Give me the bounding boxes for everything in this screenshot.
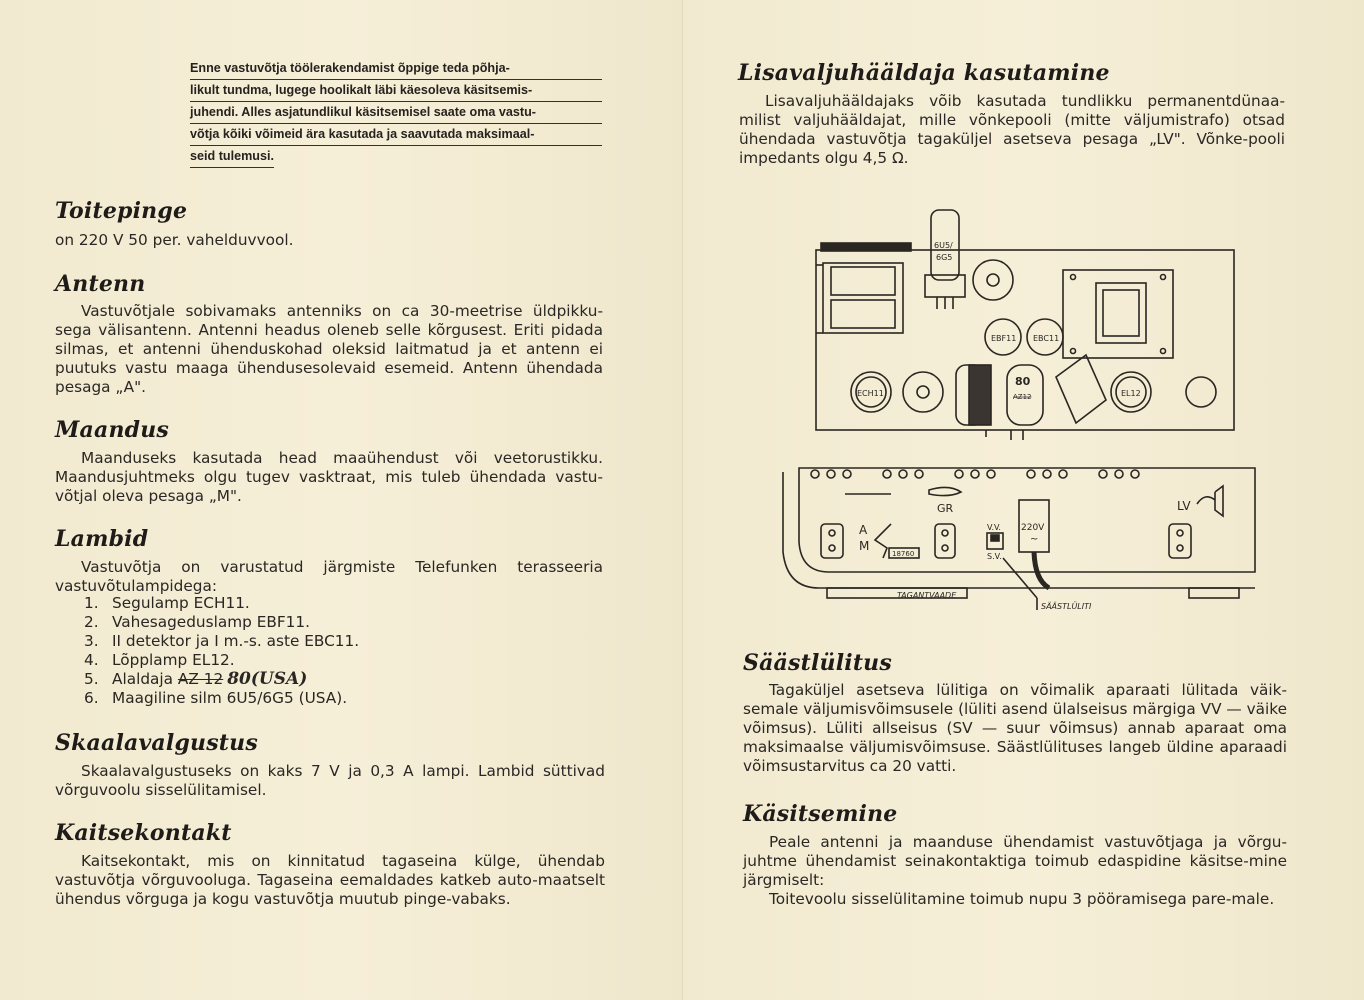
text-lambid-intro: Vastuvõtja on varustatud järgmiste Telefunken terasseeria vastuvõtulampidega: — [55, 558, 603, 595]
label-a: A — [859, 523, 868, 537]
text-maandus: Maanduseks kasutada head maaühendust või veetorustikku. Maandusjuhtmeks olgu tugev vasktraat, mis tuleb ühendada vastu-võtjal oleva pesaga „M". — [55, 449, 603, 505]
label-6g5: 6G5 — [936, 253, 953, 262]
text-skaalavalgustus: Skaalavalgustuseks on kaks 7 V ja 0,3 A lampi. Lambid süttivad võrguvoolu sisselülitamisel. — [55, 762, 605, 799]
notice-line: juhendi. Alles asjatundlikul käsitsemisel saate oma vastu- — [190, 102, 602, 124]
socket-am — [821, 524, 843, 558]
list-item: 5. Alaldaja AZ 12 80(USA) — [84, 669, 308, 689]
svg-text:80: 80 — [1015, 375, 1031, 388]
capacitor-bar — [821, 243, 911, 251]
svg-text:AZ12: AZ12 — [1013, 393, 1032, 401]
heading-kasitsemine: Käsitsemine — [743, 801, 898, 827]
chassis-diagram — [811, 205, 1241, 440]
text-kasitsemine-2: Toitevoolu sisselülitamine toimub nupu 3 pööramisega pare-male. — [769, 890, 1275, 908]
right-page — [682, 0, 1364, 1000]
heading-maandus: Maandus — [55, 417, 170, 443]
heading-skaalavalgustus: Skaalavalgustus — [55, 730, 258, 756]
heading-saastluliti: Säästlülitus — [743, 650, 892, 676]
list-item: 4. Lõpplamp EL12. — [84, 651, 235, 669]
svg-text:ECH11: ECH11 — [857, 389, 884, 398]
label-lv: LV — [1177, 499, 1191, 513]
list-item: 6. Maagiline silm 6U5/6G5 (USA). — [84, 689, 348, 707]
heading-kaitsekontakt: Kaitsekontakt — [55, 820, 232, 846]
socket-circle — [903, 372, 943, 412]
text-antenn: Vastuvõtjale sobivamaks antenniks on ca 30-meetrise üldpikku-sega välisantenn. Antenni headus oleneb selle kõrgusest. Eriti pidada silmas, et antenni ühenduskohad oleksid laitmatud ja et antenn ei puutuks vastu maaga ühendusesolevaid esemeid. Antenn ühendada pesaga „A". — [55, 302, 603, 396]
notice-line: võtja kõiki võimeid ära kasutada ja saavutada maksimaal- — [190, 124, 602, 146]
struck-lamp: AZ 12 — [177, 670, 224, 688]
label-6u5: 6U5/ — [934, 241, 953, 250]
handwritten-correction: 80(USA) — [227, 669, 308, 689]
svg-text:EBF11: EBF11 — [991, 334, 1017, 343]
text-lisavaljuhaaldaja: Lisavaljuhääldajaks võib kasutada tundlikku permanentdünaa-milist valjuhääldajat, mille võnkepooli (mitte väljumistrafo) otsad ühendada vastuvõtja tagaküljel asetseva pesaga „LV". Võnke-pooli impedants olgu 4,5 Ω. — [739, 92, 1285, 167]
label-ac: ~ — [1030, 534, 1039, 545]
label-vv: V.V. — [987, 523, 1001, 532]
label-tagantvaade: TAGANTVAADE — [897, 591, 957, 600]
heading-lisavaljuhaaldaja: Lisavaljuhääldaja kasutamine — [738, 60, 1110, 86]
intro-notice — [190, 58, 602, 168]
label-m: M — [859, 539, 870, 553]
text-kasitsemine-1: Peale antenni ja maanduse ühendamist vastuvõtjaga ja võrgu-juhtme ühendamist seinakontaktiga toimub edaspidine käsitse-mine järgmiselt: — [743, 833, 1287, 889]
label-gr: GR — [937, 502, 954, 515]
svg-text:EL12: EL12 — [1121, 389, 1141, 398]
text-saastluliti: Tagaküljel asetseva lülitiga on võimalik aparaati lülitada väik-semale väljumisvõimsusele (lüliti asend ülalseisus märgiga VV — väike võimsus). Lüliti allseisus (SV — suur võimsus) annab aparaat oma maksimaalse väljumisvõimsuse. Säästlülituses langeb üldine aparaadi võimsustarvitus ca 20 vatti. — [743, 681, 1287, 775]
list-item: 2. Vahesageduslamp EBF11. — [84, 613, 310, 631]
list-item: 3. II detektor ja I m.-s. aste EBC11. — [84, 632, 360, 650]
lamp-list — [84, 594, 359, 708]
chassis-outline — [816, 250, 1234, 430]
label-sv: S.V. — [987, 552, 1002, 561]
label-220v: 220V — [1021, 523, 1045, 533]
svg-text:EBC11: EBC11 — [1033, 334, 1060, 343]
socket-circle — [1186, 377, 1216, 407]
serial-plate: 18760 — [892, 550, 915, 558]
output-transformer — [1056, 355, 1106, 423]
rear-view-diagram — [779, 462, 1263, 620]
notice-line: likult tundma, lugege hoolikalt läbi käesoleva käsitsemis- — [190, 80, 602, 102]
text-kaitsekontakt: Kaitsekontakt, mis on kinnitatud tagaseina külge, ühendab vastuvõtja võrguvooluga. Tagaseina eemaldades katkeb auto-maatselt ühendus võrguga ja kogu vastuvõtja muutub pinge-vabaks. — [55, 852, 605, 908]
heading-antenn: Antenn — [55, 271, 146, 297]
list-item: 1. Segulamp ECH11. — [84, 594, 250, 612]
pickup-socket — [929, 487, 961, 495]
dial-holes — [811, 470, 1139, 478]
label-saastluliti: SÄÄSTLÜLITI — [1041, 602, 1092, 611]
text-toitepinge: on 220 V 50 per. vahelduvvool. — [55, 231, 294, 249]
capacitor-frame — [823, 263, 903, 333]
socket-gr — [935, 524, 955, 558]
notice-line: Enne vastuvõtja töölerakendamist õppige teda põhja- — [190, 58, 602, 80]
socket-circle — [973, 260, 1013, 300]
speaker-icon — [1197, 486, 1223, 516]
rear-panel — [799, 468, 1255, 572]
heading-lambid: Lambid — [55, 526, 149, 552]
heading-toitepinge: Toitepinge — [55, 198, 188, 224]
socket-lv — [1169, 524, 1191, 558]
notice-line: seid tulemusi. — [190, 146, 274, 168]
